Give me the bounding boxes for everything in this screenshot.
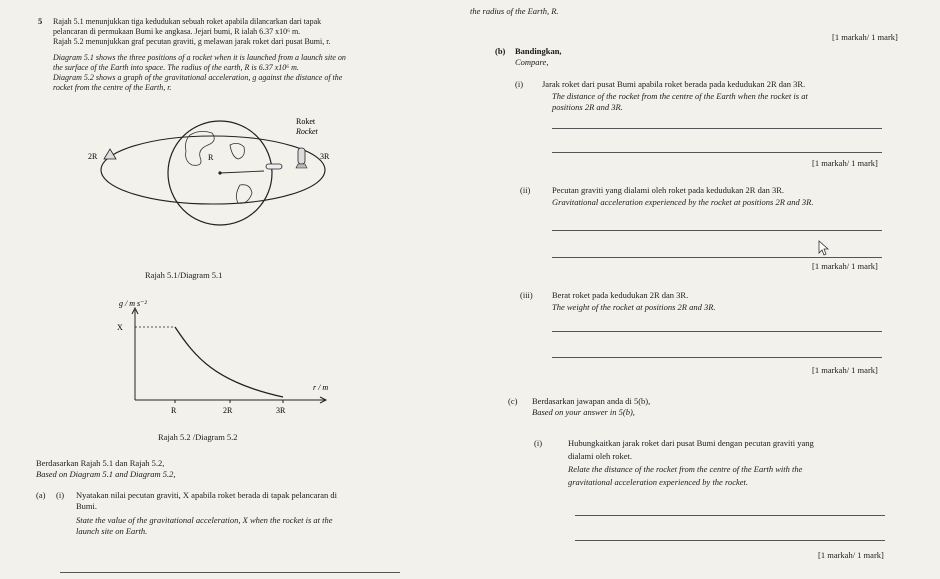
radius-line <box>220 171 264 173</box>
tick-label-3r: 3R <box>276 406 286 415</box>
bi-label: (i) <box>515 79 524 89</box>
answer-line-bii-2[interactable] <box>552 257 882 258</box>
diagram-5-1 <box>90 115 350 245</box>
intro-en-line-1: Diagram 5.1 shows the three positions of a rocket when it is launched from a launch site on <box>53 53 346 62</box>
tick-label-r: R <box>171 406 177 415</box>
c-label: (c) <box>508 396 518 406</box>
b-en: Compare, <box>515 57 549 67</box>
intro-ms-line-1: Rajah 5.1 menunjukkan tiga kedudukan sebuah roket apabila dilancarkan dari tapak <box>53 17 322 26</box>
earth-land <box>186 131 253 203</box>
rocket-3r-icon <box>296 148 307 168</box>
a-label: (a) <box>36 490 46 500</box>
bii-en: Gravitational acceleration experienced by the rocket at positions 2R and 3R. <box>552 197 814 207</box>
tick-label-2r: 2R <box>223 406 233 415</box>
intro-ms-line-3: Rajah 5.2 menunjukkan graf pecutan graviti, g melawan jarak roket dari pusat Bumi, r. <box>53 37 331 46</box>
b-ms: Bandingkan, <box>515 46 562 56</box>
ci-ms-line-1: Hubungkaitkan jarak roket dari pusat Bumi dengan pecutan graviti yang <box>568 438 814 448</box>
intro-en-line-4: rocket from the centre of the Earth, r. <box>53 83 172 92</box>
c-en: Based on your answer in 5(b), <box>532 407 635 417</box>
intro-en-line-3: Diagram 5.2 shows a graph of the gravitational acceleration, g against the distance of the <box>53 73 343 82</box>
answer-line-bii-1[interactable] <box>552 230 882 231</box>
bii-ms: Pecutan graviti yang dialami oleh roket pada kedudukan 2R dan 3R. <box>552 185 785 195</box>
b-label: (b) <box>495 46 506 56</box>
biii-ms: Berat roket pada kedudukan 2R dan 3R. <box>552 290 689 300</box>
answer-line-bi-2[interactable] <box>552 152 882 153</box>
ci-label: (i) <box>534 438 543 448</box>
mark-3: [1 markah/ 1 mark] <box>812 261 878 271</box>
ci-ms-line-2: dialami oleh roket. <box>568 451 632 461</box>
label-3r: 3R <box>320 152 330 161</box>
answer-line-bi-1[interactable] <box>552 128 882 129</box>
gravity-curve <box>175 327 283 397</box>
ai-ms-line-2: Bumi. <box>76 501 98 511</box>
question-number: 5 <box>38 16 43 26</box>
top-right-text: the radius of the Earth, R. <box>470 6 559 16</box>
mark-2: [1 markah/ 1 mark] <box>812 158 878 168</box>
biii-label: (iii) <box>520 290 533 300</box>
ci-en-line-2: gravitational acceleration experienced by the rocket. <box>568 477 749 487</box>
ai-en-line-1: State the value of the gravitational acceleration, X when the rocket is at the <box>76 515 333 525</box>
based-ms: Berdasarkan Rajah 5.1 dan Rajah 5.2, <box>36 458 165 468</box>
intro-ms-line-2: pelancaran di permukaan Bumi ke angkasa. Jejari bumi, R ialah 6.37 x10⁶ m. <box>53 27 301 36</box>
rocket-launch-icon <box>266 164 282 169</box>
answer-line-ci-1[interactable] <box>575 515 885 516</box>
answer-line-ai[interactable] <box>60 572 400 573</box>
intro-en-line-2: the surface of the Earth into space. The radius of the earth, R is 6.37 x10⁶ m. <box>53 63 299 72</box>
based-en: Based on Diagram 5.1 and Diagram 5.2, <box>36 469 176 479</box>
ci-en-line-1: Relate the distance of the rocket from the centre of the Earth with the <box>568 464 803 474</box>
bi-en-line-2: positions 2R and 3R. <box>552 102 623 112</box>
label-rocket: Rocket <box>296 127 318 136</box>
orbit-ellipse <box>101 136 325 204</box>
answer-line-ci-2[interactable] <box>575 540 885 541</box>
label-roket: Roket <box>296 117 316 126</box>
c-ms: Berdasarkan jawapan anda di 5(b), <box>532 396 651 406</box>
y-axis-label: g / m s⁻² <box>119 299 147 308</box>
diagram-5-2-caption: Rajah 5.2 /Diagram 5.2 <box>158 432 238 442</box>
diagram-5-1-caption: Rajah 5.1/Diagram 5.1 <box>145 270 223 280</box>
answer-line-biii-2[interactable] <box>552 357 882 358</box>
diagram-5-2-graph <box>115 299 355 422</box>
answer-line-biii-1[interactable] <box>552 331 882 332</box>
biii-en: The weight of the rocket at positions 2R and 3R. <box>552 302 716 312</box>
ai-label: (i) <box>56 490 65 500</box>
mark-5: [1 markah/ 1 mark] <box>818 550 884 560</box>
y-marker-x: X <box>117 323 123 332</box>
label-2r: 2R <box>88 152 98 161</box>
earth-centre <box>218 171 221 174</box>
label-r: R <box>208 153 214 162</box>
bi-ms: Jarak roket dari pusat Bumi apabila roket berada pada kedudukan 2R dan 3R. <box>542 79 806 89</box>
mark-1: [1 markah/ 1 mark] <box>832 32 898 42</box>
bi-en-line-1: The distance of the rocket from the centre of the Earth when the rocket is at <box>552 91 808 101</box>
cursor-arrow-icon <box>818 240 830 256</box>
x-axis-label: r / m <box>313 383 329 392</box>
ai-ms-line-1: Nyatakan nilai pecutan graviti, X apabila roket berada di tapak pelancaran di <box>76 490 338 500</box>
ai-en-line-2: launch site on Earth. <box>76 526 148 536</box>
bii-label: (ii) <box>520 185 531 195</box>
mark-4: [1 markah/ 1 mark] <box>812 365 878 375</box>
